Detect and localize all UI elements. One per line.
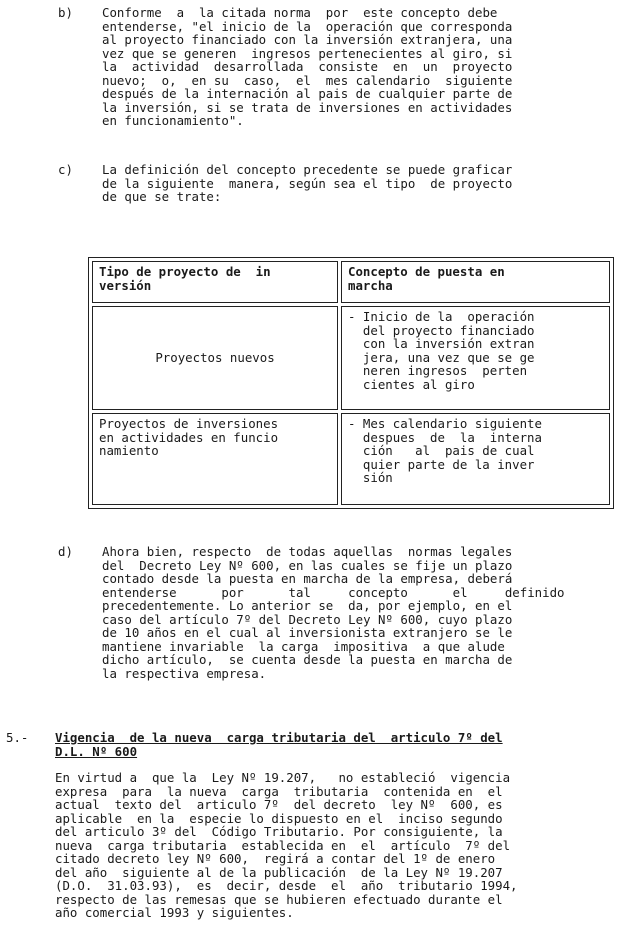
item-c-text: La definición del concepto precedente se puede graficar de la siguiente manera, según sea el tipo de proyecto de que se trate: <box>102 162 513 204</box>
item-c-marker: c) <box>58 162 73 177</box>
table-cell-project-type: Proyectos nuevos <box>92 306 338 410</box>
table-cell-start-concept: - Mes calendario siguiente despues de la interna ción al pais de cual quier parte de la inver sión <box>341 413 610 505</box>
item-d-marker: d) <box>58 544 73 559</box>
section-body: En virtud a que la Ley Nº 19.207, no estableció vigencia expresa para la nueva carga tributaria contenida en el actual texto del articulo 7º del decreto ley Nº 600, es aplicable en la especie lo dispuesto en el inciso segundo del articulo 3º del Código Tributario. Por consiguiente, la nueva carga tributaria establecida en el artículo 7º del citado decreto ley Nº 600, regirá a contar del 1º de enero del año siguiente al de la publicación de la Ley Nº 19.207 (D.O. 31.03.93), es decir, desde el año tributario 1994, respecto de las remesas que se hubieren efectuado durante el año comercial 1993 y siguientes. <box>55 770 518 920</box>
table-row <box>92 413 610 505</box>
item-d-text: Ahora bien, respecto de todas aquellas normas legales del Decreto Ley Nº 600, en las cuales se fije un plazo contado desde la puesta en marcha de la empresa, deberá entenderse por tal concepto el definido precedentemente. Lo anterior se da, por ejemplo, en el caso del artículo 7º del Decreto Ley Nº 600, cuyo plazo de 10 años en el cual al inversionista extranjero se le mantiene invariable la carga impositiva a que alude dicho artículo, se cuenta desde la puesta en marcha de la respectiva empresa. <box>102 544 565 681</box>
section-number: 5.- <box>6 730 29 745</box>
item-b-text: Conforme a la citada norma por este concepto debe entenderse, "el inicio de la operación que corresponda al proyecto financiado con la inversión extranjera, una vez que se generen ingresos pertenecientes al giro, si la actividad desarrollada consiste en un proyecto nuevo; o, en su caso, el mes calendario siguiente después de la internación al pais de cualquier parte de la inversión, si se trata de inversiones en actividades en funcionamiento". <box>102 5 513 128</box>
table-header-start-concept: Concepto de puesta en marcha <box>341 261 610 303</box>
table-cell-start-concept: - Inicio de la operación del proyecto financiado con la inversión extran jera, una vez que se ge neren ingresos perten cientes al giro <box>341 306 610 410</box>
table-cell-project-type: Proyectos de inversiones en actividades en funcio namiento <box>92 413 338 505</box>
project-type-table <box>88 257 614 509</box>
table-header-project-type: Tipo de proyecto de in versión <box>92 261 338 303</box>
table-row <box>92 306 610 410</box>
table-header-row <box>92 261 610 303</box>
item-b-marker: b) <box>58 5 73 20</box>
section-title: Vigencia de la nueva carga tributaria del articulo 7º del D.L. Nº 600 <box>55 730 503 759</box>
